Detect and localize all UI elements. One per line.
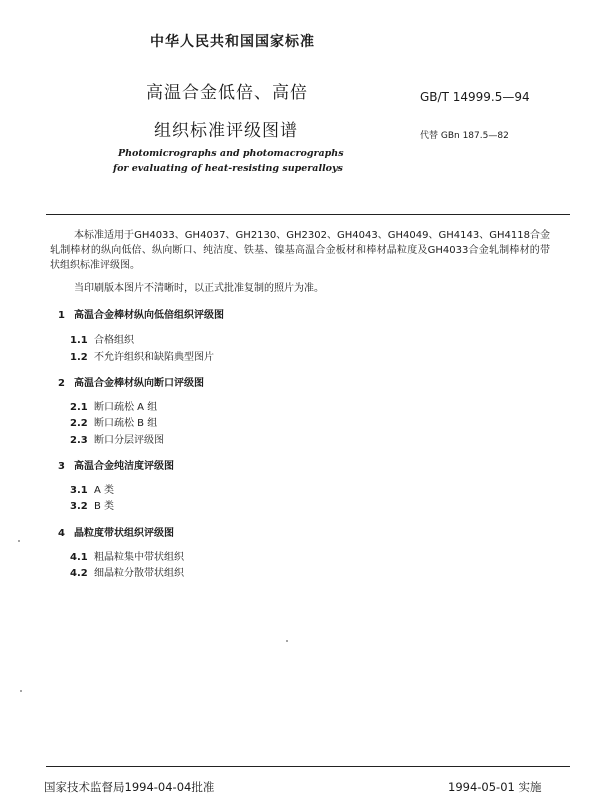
english-title-line-1: Photomicrographs and photomacrographs [118,148,344,159]
scan-speck [286,640,288,642]
effective-date: 1994-05-01 实施 [448,780,542,794]
section-number: 2 [58,378,65,389]
section-title: 高温合金纯洁度评级图 [74,461,174,472]
section-title: 晶粒度带状组织评级图 [74,528,174,539]
section-number: 3 [58,461,65,472]
section-4-heading [58,524,174,539]
standard-number: GB/T 14999.5—94 [420,90,530,104]
section-2-heading [58,374,204,389]
section-title: 高温合金棒材纵向断口评级图 [74,378,204,389]
scope-text: 本标准适用于GH4033、GH4037、GH2130、GH2302、GH4043、GH4049、GH4143、GH4118合金轧制棒材的纵向低倍、纵向断口、纯洁度、铁基、镍基高温合金板材和棒材晶粒度及GH4033合金轧制棒材的带状组织标准评级图。 [50,230,550,271]
list-item: 1.1 合格组织 [70,335,134,346]
list-item: 4.1 粗晶粒集中带状组织 [70,552,184,563]
list-item: 2.2 断口疏松 B 组 [70,418,158,429]
section-title: 高温合金棒材纵向低倍组织评级图 [74,310,224,321]
national-standard-heading: 中华人民共和国国家标准 [150,34,315,50]
list-item: 1.2 不允许组织和缺陷典型图片 [70,352,214,363]
bottom-divider [46,766,570,767]
english-title-line-2: for evaluating of heat-resisting superalloys [113,163,343,174]
print-note: 当印刷版本图片不清晰时，以正式批准复制的照片为准。 [74,283,324,294]
list-item: 2.3 断口分层评级图 [70,435,164,446]
list-item: 3.2 B 类 [70,501,115,512]
replaces-standard: 代替 GBn 187.5—82 [420,131,509,141]
list-item: 4.2 细晶粒分散带状组织 [70,568,184,579]
approval-line: 国家技术监督局1994-04-04批准 [44,780,215,794]
list-item: 3.1 A 类 [70,485,115,496]
scan-speck [18,540,20,542]
list-item: 2.1 断口疏松 A 组 [70,402,158,413]
title-line-2: 组织标准评级图谱 [154,121,298,141]
scope-paragraph [50,228,550,273]
scan-speck [20,690,22,692]
section-number: 4 [58,528,65,539]
title-line-1: 高温合金低倍、高倍 [146,83,308,103]
section-1-heading [58,306,224,321]
section-number: 1 [58,310,65,321]
top-divider [46,214,570,215]
section-3-heading [58,457,174,472]
